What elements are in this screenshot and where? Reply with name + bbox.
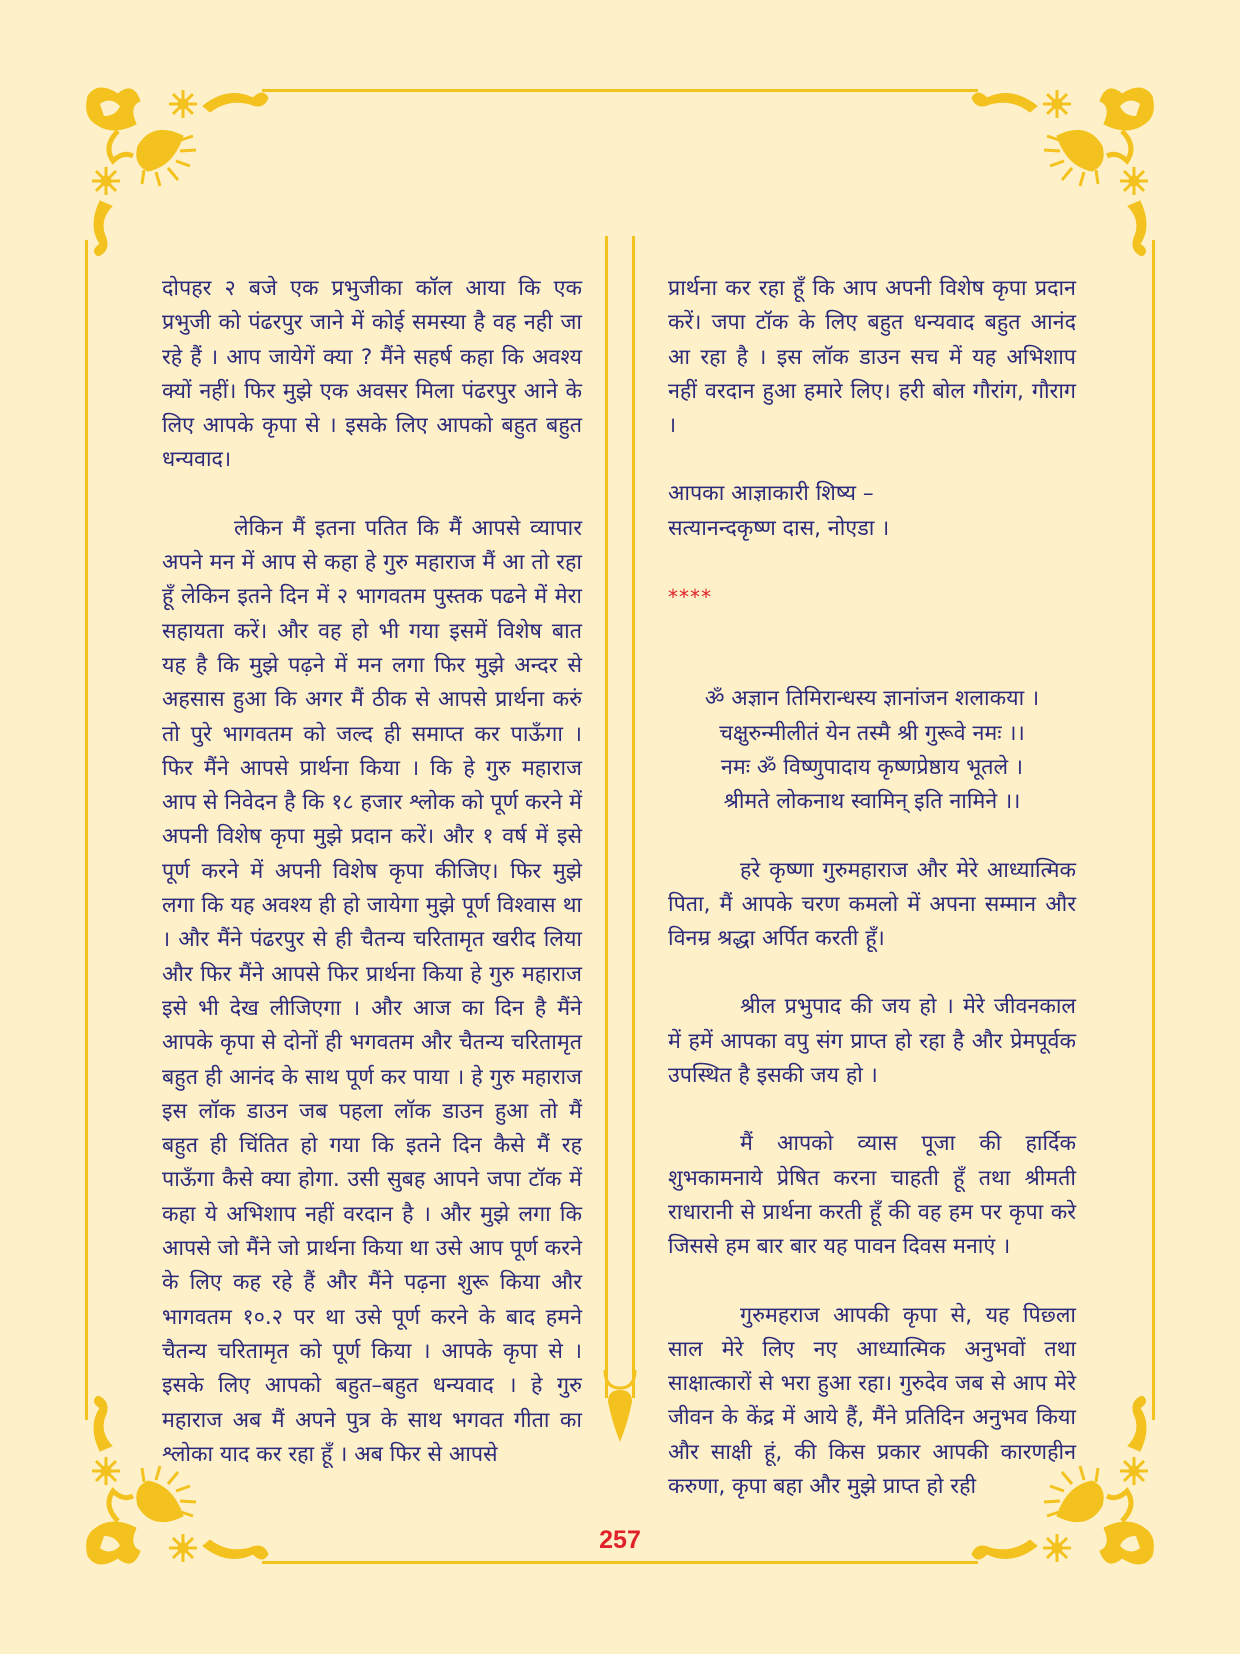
frame-top-line xyxy=(262,89,978,92)
left-column xyxy=(162,272,582,1472)
signature-line: आपका आज्ञाकारी शिष्य – xyxy=(668,481,874,507)
floral-corner-icon xyxy=(962,76,1162,256)
divider-left-line xyxy=(605,236,608,1398)
verse-line: श्रीमते लोकनाथ स्वामिन् इति नामिने ।। xyxy=(723,789,1021,815)
page-number: 257 xyxy=(599,1526,641,1554)
verse-line: नमः ॐ विष्णुपादाय कृष्णप्रेष्ठाय भूतले । xyxy=(720,754,1024,780)
verse-line: ॐ अज्ञान तिमिरान्धस्य ज्ञानांजन शलाकया । xyxy=(704,686,1040,712)
paragraph: हरे कृष्णा गुरुमहाराज और मेरे आध्यात्मिक पिता, मैं आपके चरण कमलो में अपना सम्मान और विनम्र श्रद्धा अर्पित करती हूँ। xyxy=(668,857,1076,952)
paragraph: श्रील प्रभुपाद की जय हो । मेरे जीवनकाल में हमें आपका वपु संग प्राप्त हो रहा है और प्रेमपूर्वक उपस्थित है इसकी जय हो । xyxy=(668,994,1076,1089)
verse-line: चक्षुरुन्मीलीतं येन तस्मै श्री गुरूवे नमः ।। xyxy=(719,720,1025,746)
paragraph: गुरुमहराज आपकी कृपा से, यह पिछ्ला साल मेरे लिए नए आध्यात्मिक अनुभवों तथा साक्षात्कारों से भरा हुआ रहा। गुरुदेव जब से आप मेरे जीवन के केंद्र में आये हैं, मैंने प्रतिदिन अनुभव किया और साक्षी हूं, की किस प्रकार आपकी कारणहीन करुणा, कृपा बहा और मुझे प्राप्त हो रही xyxy=(668,1302,1076,1500)
paragraph-continuation: प्रार्थना कर रहा हूँ कि आप अपनी विशेष कृपा प्रदान करें। जपा टॉक के लिए बहुत धन्यवाद बहुत आनंद आ रहा है । इस लॉक डाउन सच में यह अभिशाप नहीं वरदान हुआ हमारे लिए। हरी बोल गौरांग, गौराग । xyxy=(668,276,1076,439)
frame-right-line xyxy=(1152,240,1155,1420)
paragraph: मैं आपको व्यास पूजा की हार्दिक शुभकामनाये प्रेषित करना चाहती हूँ तथा श्रीमती राधारानी से प्रार्थना करती हूँ की वह हम पर कृपा करे जिससे हम बार बार यह पावन दिवस मनाएं । xyxy=(668,1131,1076,1260)
signature-name: सत्यानन्दकृष्ण दास, नोएडा । xyxy=(668,515,890,541)
verse-block xyxy=(668,682,1076,819)
divider-right-line xyxy=(632,236,635,1398)
frame-bottom-line xyxy=(262,1561,978,1564)
paragraph: लेकिन मैं इतना पतित कि मैं आपसे व्यापार अपने मन में आप से कहा हे गुरु महाराज मैं आ तो रहा हूँ लेकिन इतने दिन में २ भागवतम पुस्तक पढने में मेरा सहायता करें। और वह हो भी गया इसमें विशेष बात यह है कि मुझे पढ़ने में मन लगा फिर मुझे अन्दर से अहसास हुआ कि अगर मैं ठीक से आपसे प्रार्थना करुं तो पुरे भागवतम को जल्द ही समाप्त कर पाऊँगा । फिर मैंने आपसे प्रार्थना किया । कि हे गुरु महाराज आप से निवेदन है कि १८ हजार श्लोक को पूर्ण करने में अपनी विशेष कृपा मुझे प्रदान करें। और १ वर्ष में इसे पूर्ण करने में अपनी विशेष कृपा कीजिए। फिर मुझे लगा कि यह अवश्य ही हो जायेगा मुझे पूर्ण विश्वास था । और मैंने पंढरपुर से ही चैतन्य चरितामृत खरीद लिया और फिर मैंने आपसे फिर प्रार्थना किया हे गुरु महाराज इसे भी देख लीजिएगा । और आज का दिन है मैंने आपके कृपा से दोनों ही भगवतम और चैतन्य चरितामृत बहुत ही आनंद के साथ पूर्ण कर पाया । हे गुरु महाराज इस लॉक डाउन जब पहला लॉक डाउन हुआ तो मैं बहुत ही चिंतित हो गया कि इतने दिन कैसे मैं रह पाऊँगा कैसे क्या होगा. उसी सुबह आपने जपा टॉक में कहा ये अभिशाप नहीं वरदान है । और मुझे लगा कि आपसे जो मैंने जो प्रार्थना किया था उसे आप पूर्ण करने के लिए कह रहे हैं और मैंने पढ़ना शुरू किया और भागवतम १०.२ पर था उसे पूर्ण करने के बाद हमने चैतन्य चरितामृत को पूर्ण किया । आपके कृपा से । इसके लिए आपको बहुत–बहुत धन्यवाद । हे गुरु महाराज अब मैं अपने पुत्र के साथ भगवत गीता का श्लोका याद कर रहा हूँ । अब फिर से आपसे xyxy=(162,515,582,1467)
frame-left-line xyxy=(85,240,88,1420)
floral-corner-icon xyxy=(78,76,278,256)
section-separator: **** xyxy=(668,585,712,610)
right-column xyxy=(668,272,1076,1504)
paragraph: दोपहर २ बजे एक प्रभुजीका कॉल आया कि एक प्रभुजी को पंढरपुर जाने में कोई समस्या है वह नही जा रहे हैं । आप जायेगें क्या ? मैंने सहर्ष कहा कि अवश्य क्यों नहीं। फिर मुझे एक अवसर मिला पंढरपुर आने के लिए आपके कृपा से । इसके लिए आपको बहुत बहुत धन्यवाद। xyxy=(162,276,582,473)
tilak-divider-icon xyxy=(600,1370,640,1450)
